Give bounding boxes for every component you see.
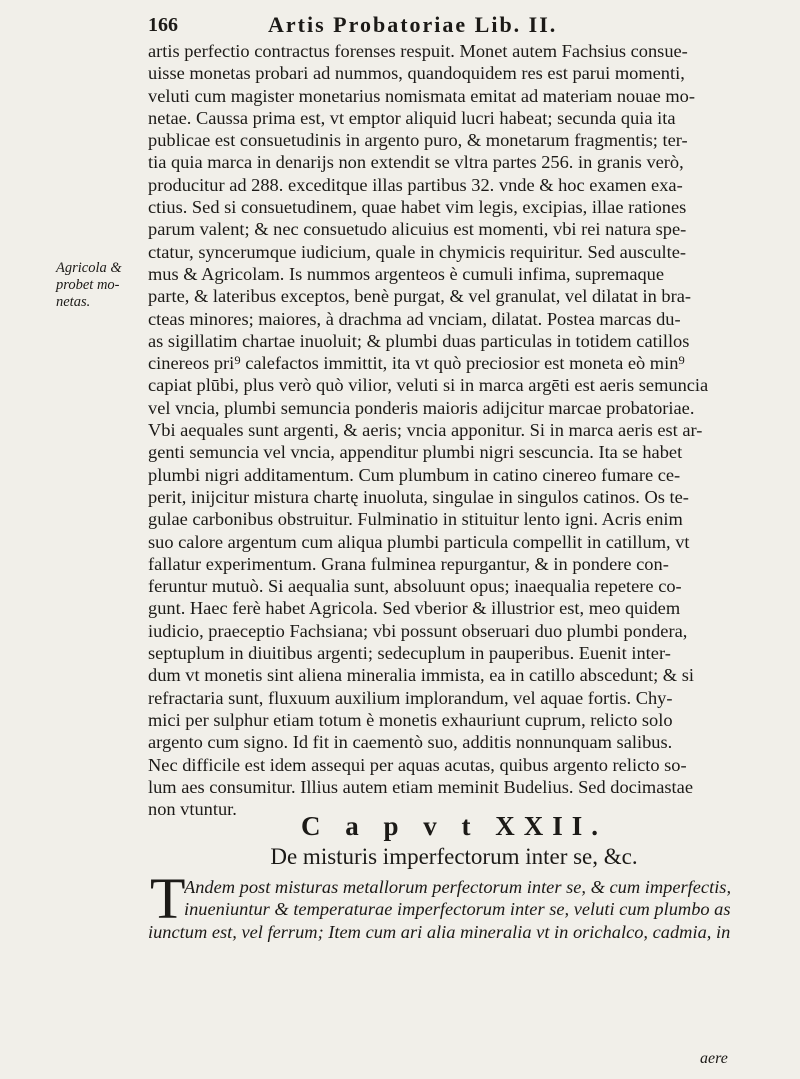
summary-line: iunctum est, vel ferrum; Item cum ari alia mineralia vt in orichalco, cadmia, in xyxy=(148,921,731,942)
text-line: mus & Agricolam. Is nummos argenteos è cumuli infima, supremaque xyxy=(148,263,665,284)
running-head: Artis Probatoriae Lib. II. xyxy=(268,12,558,37)
text-line: uisse monetas probari ad nummos, quandoquidem res est parui momenti, xyxy=(148,63,685,84)
chapter-heading: C a p v t XXII. xyxy=(300,811,608,841)
text-line: Nec difficile est idem assequi per aquas acutas, quibus argento relicto so- xyxy=(148,754,687,775)
summary-line: inueniuntur & temperaturae imperfectorum inter se, veluti cum plumbo as xyxy=(184,899,731,920)
summary-line: Andem post misturas metallorum perfectorum inter se, & cum imperfectis, xyxy=(184,877,732,897)
marginal-note-line: Agricola & xyxy=(56,260,122,276)
text-line: veluti cum magister monetarius nomismata emitat ad materiam nouae mo- xyxy=(148,85,695,106)
text-line: ctatur, syncerumque iudicium, quale in chymicis requiritur. Sed ausculte- xyxy=(148,241,687,262)
text-line: non vtuntur. xyxy=(148,799,237,820)
text-line: suo calore argentum cum aliqua plumbi particula compellit in catillum, vt xyxy=(148,531,690,552)
page-header xyxy=(148,12,708,38)
text-line: gulae carbonibus obstruitur. Fulminatio in stituitur lento igni. Acris enim xyxy=(148,509,683,530)
text-line: as sigillatim chartae inuoluit; & plumbi duas particulas in totidem catillos xyxy=(148,330,690,351)
chapter-summary xyxy=(148,866,760,943)
marginal-note-line: netas. xyxy=(56,294,91,310)
body-text xyxy=(148,40,760,820)
text-line: mici per sulphur etiam totum è monetis exhauriunt cuprum, relicto solo xyxy=(148,709,673,730)
text-line: perit, inijcitur mistura chartę inuoluta, singulae in singulos catinos. Os te- xyxy=(148,486,689,507)
text-line: refractaria sunt, fluxuum auxilium implorandum, vel aquae fortis. Chy- xyxy=(148,687,673,708)
text-line: publicae est consuetudinis in argento puro, & monetarum fragmentis; ter- xyxy=(148,130,688,151)
text-line: parum valent; & nec consuetudo alicuius est momenti, vbi rei natura spe- xyxy=(148,219,687,240)
text-line: plumbi nigri additamentum. Cum plumbum in catino cinereo fumare ce- xyxy=(148,464,681,485)
text-line: gunt. Haec ferè habet Agricola. Sed vberior & illustrior est, meo quidem xyxy=(148,598,681,619)
marginal-note-line: probet mo- xyxy=(56,277,120,293)
text-line: capiat plūbi, plus verò quò vilior, veluti si in marca argēti est aeris semuncia xyxy=(148,375,709,396)
summary-lines xyxy=(148,876,760,943)
page-number: 166 xyxy=(148,14,178,36)
text-line: Vbi aequales sunt argenti, & aeris; vncia apponitur. Si in marca aeris est ar- xyxy=(148,420,703,441)
text-line: genti semuncia vel vncia, appenditur plumbi nigri sescuncia. Ita se habet xyxy=(148,442,683,463)
text-line: netae. Caussa prima est, vt emptor aliquid lucri habeat; secunda quia ita xyxy=(148,107,676,128)
text-line: parte, & lateribus exceptos, benè purgat, & vel granulat, vel dilatat in bra- xyxy=(148,286,692,307)
chapter-title: De misturis imperfectorum inter se, &c. xyxy=(270,844,638,869)
text-line: artis perfectio contractus forenses respuit. Monet autem Fachsius consue- xyxy=(148,41,688,61)
marginal-note xyxy=(56,260,146,311)
text-line: vel vncia, plumbi semuncia ponderis maioris adijcitur marcae probatoriae. xyxy=(148,397,695,418)
drop-cap: T xyxy=(150,866,186,931)
text-line: lum aes consumitur. Illius autem etiam meminit Budelius. Sed docimastae xyxy=(148,776,693,797)
text-line: septuplum in diuitibus argenti; sedecuplum in pauperibus. Euenit inter- xyxy=(148,643,671,664)
text-line: ctius. Sed si consuetudinem, quae habet vim legis, excipias, illae rationes xyxy=(148,197,687,218)
text-line: dum vt monetis sint aliena mineralia immista, ea in catillo abscedunt; & si xyxy=(148,665,694,686)
text-line: cinereos pri⁹ calefactos immittit, ita vt quò preciosior est moneta eò min⁹ xyxy=(148,353,685,374)
text-line: argento cum signo. Id fit in caementò suo, additis nonnunquam salibus. xyxy=(148,732,673,753)
text-line: fallatur experimentum. Grana fulminea repurgantur, & in pondere con- xyxy=(148,553,669,574)
text-line: tia quia marca in denarijs non extendit se vltra partes 256. in granis verò, xyxy=(148,152,684,173)
text-line: producitur ad 288. exceditque illas partibus 32. vnde & hoc examen exa- xyxy=(148,174,683,195)
catchword: aere xyxy=(700,1050,728,1067)
text-line: feruntur mutuò. Si aequalia sunt, absoluunt opus; inaequalia repetere co- xyxy=(148,576,682,597)
text-line: cteas minores; maiores, à drachma ad vnciam, dilatat. Postea marcas du- xyxy=(148,308,681,329)
text-line: iudicio, praeceptio Fachsiana; vbi possunt obseruari duo plumbi pondera, xyxy=(148,620,688,641)
